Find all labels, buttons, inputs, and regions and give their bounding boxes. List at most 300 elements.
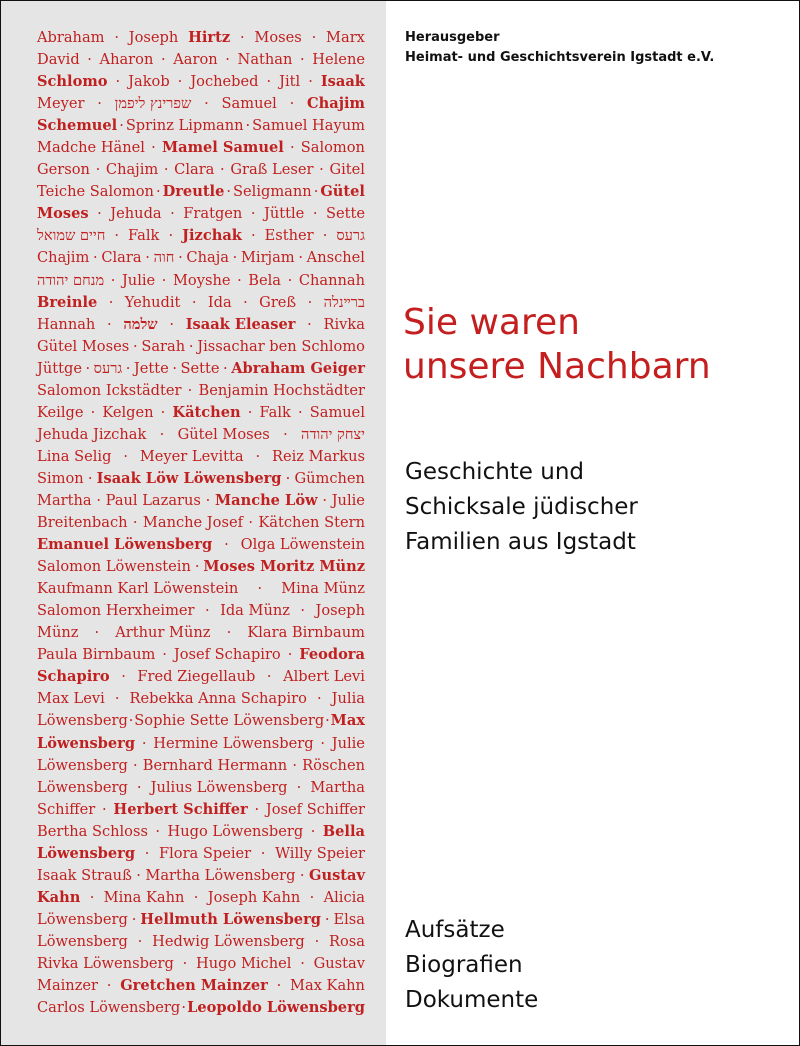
separator-dot: · bbox=[132, 756, 138, 774]
name-entry: Anschel bbox=[306, 249, 365, 267]
name-entry: Schapiro bbox=[37, 668, 110, 686]
separator-dot: · bbox=[169, 315, 174, 333]
separator-dot: · bbox=[307, 293, 313, 311]
name-entry: Sprinz Lipmann bbox=[125, 117, 244, 135]
name-entry: Ida bbox=[207, 293, 232, 311]
name-entry: Meyer Levitta bbox=[139, 447, 244, 465]
name-entry: Isaak Strauß bbox=[37, 866, 132, 884]
name-entry: Hugo Löwensberg bbox=[167, 822, 304, 840]
name-entry: Leopoldo Löwensberg bbox=[187, 999, 365, 1017]
separator-dot: · bbox=[243, 293, 248, 311]
name-entry: Herbert Schiffer bbox=[113, 800, 248, 818]
name-entry: Moses bbox=[254, 29, 302, 46]
separator-dot: · bbox=[289, 95, 295, 113]
separator-dot: · bbox=[225, 51, 230, 69]
contents-item: Aufsätze bbox=[405, 917, 505, 943]
name-entry: Löwensberg bbox=[37, 932, 128, 950]
names-line bbox=[37, 270, 365, 292]
name-entry: Salomon Ickstädter bbox=[37, 381, 182, 399]
name-entry: Bertha Schloss bbox=[37, 822, 148, 840]
name-entry: Gümchen bbox=[294, 469, 365, 487]
separator-dot: · bbox=[254, 800, 260, 818]
separator-dot: · bbox=[85, 359, 91, 377]
name-entry: גרעס bbox=[93, 359, 123, 377]
separator-dot: · bbox=[287, 271, 293, 289]
separator-dot: · bbox=[300, 51, 305, 69]
subtitle-line-3: Familien aus Igstadt bbox=[405, 529, 636, 555]
separator-dot: · bbox=[95, 161, 101, 179]
separator-dot: · bbox=[155, 183, 161, 201]
name-entry: Falk bbox=[259, 403, 291, 421]
names-line bbox=[37, 887, 365, 909]
name-entry: Gitel bbox=[329, 161, 365, 179]
separator-dot: · bbox=[204, 602, 210, 620]
separator-dot: · bbox=[177, 73, 183, 91]
names-line bbox=[37, 71, 365, 93]
separator-dot: · bbox=[107, 315, 112, 333]
name-entry: Hellmuth Löwensberg bbox=[140, 910, 321, 928]
name-entry: Sophie Sette Löwensberg bbox=[134, 712, 325, 730]
separator-dot: · bbox=[87, 469, 93, 487]
name-entry: Keilge bbox=[37, 403, 84, 421]
separator-dot: · bbox=[320, 734, 325, 752]
name-entry: Bernhard Hermann bbox=[142, 756, 288, 774]
name-entry: Löwensberg bbox=[37, 756, 128, 774]
name-entry: Salomon Herxheimer bbox=[37, 602, 195, 620]
separator-dot: · bbox=[89, 888, 95, 906]
separator-dot: · bbox=[314, 932, 320, 950]
names-line bbox=[37, 358, 365, 380]
name-entry: Isaak Eleaser bbox=[185, 315, 296, 333]
names-line bbox=[37, 424, 365, 446]
names-line bbox=[37, 909, 365, 931]
separator-dot: · bbox=[205, 491, 211, 509]
names-line bbox=[37, 666, 365, 688]
separator-dot: · bbox=[114, 29, 119, 46]
separator-dot: · bbox=[155, 822, 161, 840]
name-entry: Julia bbox=[331, 690, 365, 708]
names-line bbox=[37, 93, 365, 115]
contents-item: Biografien bbox=[405, 952, 523, 978]
name-entry: Julie bbox=[331, 734, 365, 752]
name-entry: Salomon Löwenstein bbox=[37, 558, 191, 576]
name-entry: Aharon bbox=[99, 51, 154, 69]
name-entry: Samuel bbox=[309, 403, 365, 421]
separator-dot: · bbox=[170, 205, 175, 223]
separator-dot: · bbox=[204, 95, 209, 113]
separator-dot: · bbox=[114, 690, 120, 708]
name-entry: חיים שמואל bbox=[37, 227, 106, 245]
separator-dot: · bbox=[220, 161, 225, 179]
names-line bbox=[37, 159, 365, 181]
name-entry: Seligmann bbox=[233, 183, 312, 201]
separator-dot: · bbox=[131, 910, 137, 928]
separator-dot: · bbox=[298, 403, 303, 421]
subtitle-line-2: Schicksale jüdischer bbox=[405, 494, 638, 520]
names-line bbox=[37, 314, 365, 336]
name-entry: Hedwig Löwensberg bbox=[152, 932, 305, 950]
name-entry: Hannah bbox=[37, 315, 96, 333]
names-panel bbox=[1, 1, 386, 1045]
names-line bbox=[37, 115, 365, 137]
name-entry: Chajim bbox=[37, 249, 90, 267]
separator-dot: · bbox=[324, 910, 330, 928]
name-entry: Manche Löw bbox=[214, 491, 318, 509]
separator-dot: · bbox=[308, 73, 313, 91]
name-entry: Arthur Münz bbox=[115, 624, 211, 642]
separator-dot: · bbox=[97, 205, 102, 223]
name-entry: Jochebed bbox=[190, 73, 259, 91]
separator-dot: · bbox=[289, 139, 295, 157]
title-line-2: unsere Nachbarn bbox=[403, 346, 711, 387]
name-entry: Gütel Moses bbox=[177, 425, 270, 443]
name-entry: Max Kahn bbox=[290, 977, 365, 995]
separator-dot: · bbox=[299, 866, 305, 884]
name-entry: Helene bbox=[312, 51, 365, 69]
name-entry: Falk bbox=[128, 227, 160, 245]
name-entry: Julius Löwensberg bbox=[150, 778, 288, 796]
separator-dot: · bbox=[163, 161, 169, 179]
separator-dot: · bbox=[114, 227, 120, 245]
name-entry: Lina Selig bbox=[37, 447, 112, 465]
name-entry: Kätchen Stern bbox=[258, 514, 365, 532]
name-entry: Hermine Löwensberg bbox=[153, 734, 314, 752]
name-entry: Simon bbox=[37, 469, 84, 487]
separator-dot: · bbox=[283, 425, 288, 443]
names-line bbox=[37, 27, 365, 49]
name-entry: Paula Birnbaum bbox=[37, 646, 156, 664]
name-entry: Chaja bbox=[186, 249, 229, 267]
name-entry: Löwensberg bbox=[37, 734, 136, 752]
separator-dot: · bbox=[181, 999, 186, 1017]
name-entry: Fratgen bbox=[183, 205, 243, 223]
separator-dot: · bbox=[232, 249, 238, 267]
name-entry: Mamel Samuel bbox=[161, 139, 284, 157]
separator-dot: · bbox=[247, 403, 253, 421]
name-entry: Fred Ziegellaub bbox=[137, 668, 256, 686]
separator-dot: · bbox=[313, 183, 319, 201]
name-entry: Yehudit bbox=[124, 293, 181, 311]
separator-dot: · bbox=[119, 117, 124, 135]
names-line bbox=[37, 446, 365, 468]
names-line bbox=[37, 821, 365, 843]
name-entry: שלמה bbox=[123, 315, 158, 333]
name-entry: Rivka bbox=[323, 315, 365, 333]
names-line bbox=[37, 777, 365, 799]
names-line bbox=[37, 203, 365, 225]
separator-dot: · bbox=[322, 227, 328, 245]
name-entry: Mina Kahn bbox=[103, 888, 185, 906]
name-entry: Madche Hänel bbox=[37, 139, 145, 157]
separator-dot: · bbox=[106, 977, 112, 995]
name-entry: Schemuel bbox=[37, 117, 118, 135]
separator-dot: · bbox=[316, 690, 322, 708]
separator-dot: · bbox=[187, 381, 193, 399]
name-entry: Abraham bbox=[37, 29, 105, 46]
name-entry: Jitl bbox=[279, 73, 301, 91]
separator-dot: · bbox=[102, 800, 107, 818]
name-entry: Esther bbox=[264, 227, 314, 245]
name-entry: Jissachar ben Schlomo bbox=[197, 337, 365, 355]
name-entry: מנחם יהודה bbox=[37, 271, 105, 289]
separator-dot: · bbox=[123, 447, 128, 465]
name-entry: Salomon bbox=[300, 139, 365, 157]
name-entry: Manche Josef bbox=[142, 514, 243, 532]
names-line bbox=[37, 578, 365, 600]
separator-dot: · bbox=[224, 536, 229, 554]
publisher-label: Herausgeber bbox=[405, 30, 500, 45]
names-line bbox=[37, 688, 365, 710]
names-line bbox=[37, 512, 365, 534]
separator-dot: · bbox=[255, 447, 261, 465]
names-line bbox=[37, 843, 365, 865]
name-entry: Carlos Löwensberg bbox=[37, 999, 181, 1017]
separator-dot: · bbox=[136, 778, 142, 796]
separator-dot: · bbox=[178, 249, 183, 267]
separator-dot: · bbox=[136, 866, 141, 884]
name-entry: Hugo Michel bbox=[196, 954, 292, 972]
book-subtitle bbox=[405, 455, 638, 560]
names-line bbox=[37, 380, 365, 402]
title-line-1: Sie waren bbox=[403, 302, 580, 343]
name-entry: Emanuel Löwensberg bbox=[37, 536, 213, 554]
separator-dot: · bbox=[96, 491, 101, 509]
name-entry: Bela bbox=[248, 271, 282, 289]
name-entry: ברײנלה bbox=[323, 293, 365, 311]
name-entry: Greß bbox=[259, 293, 297, 311]
separator-dot: · bbox=[292, 756, 297, 774]
name-entry: Josef Schiffer bbox=[265, 800, 365, 818]
names-line bbox=[37, 953, 365, 975]
separator-dot: · bbox=[145, 249, 150, 267]
separator-dot: · bbox=[182, 954, 188, 972]
publisher-block bbox=[405, 28, 714, 68]
names-line bbox=[37, 534, 365, 556]
names-line bbox=[37, 799, 365, 821]
separator-dot: · bbox=[309, 888, 315, 906]
name-entry: Flora Speier bbox=[158, 844, 252, 862]
name-entry: David bbox=[37, 51, 80, 69]
name-entry: Löwensberg bbox=[37, 844, 136, 862]
separator-dot: · bbox=[110, 271, 116, 289]
separator-dot: · bbox=[128, 712, 134, 730]
separator-dot: · bbox=[141, 734, 147, 752]
name-entry: Kätchen bbox=[172, 403, 241, 421]
separator-dot: · bbox=[319, 161, 324, 179]
separator-dot: · bbox=[266, 668, 272, 686]
separator-dot: · bbox=[159, 425, 165, 443]
separator-dot: · bbox=[93, 249, 98, 267]
separator-dot: · bbox=[168, 227, 174, 245]
name-entry: Jakob bbox=[128, 73, 170, 91]
names-line bbox=[37, 468, 365, 490]
name-entry: Gerson bbox=[37, 161, 90, 179]
separator-dot: · bbox=[144, 844, 150, 862]
name-entry: Löwensberg bbox=[37, 778, 128, 796]
separator-dot: · bbox=[307, 315, 312, 333]
separator-dot: · bbox=[245, 117, 251, 135]
name-entry: Julie bbox=[121, 271, 156, 289]
name-entry: Jüttge bbox=[37, 359, 82, 377]
names-line bbox=[37, 336, 365, 358]
name-entry: Kaufmann Karl Löwenstein bbox=[37, 580, 239, 598]
name-entry: Hirtz bbox=[188, 29, 231, 46]
name-entry: Alicia bbox=[323, 888, 365, 906]
name-entry: Sette bbox=[325, 205, 365, 223]
name-entry: Jüttle bbox=[264, 205, 305, 223]
name-entry: Meyer bbox=[37, 95, 85, 113]
separator-dot: · bbox=[160, 403, 166, 421]
name-entry: Mirjam bbox=[240, 249, 295, 267]
separator-dot: · bbox=[298, 249, 303, 267]
name-entry: Klara Birnbaum bbox=[247, 624, 365, 642]
name-entry: Joseph bbox=[128, 29, 179, 46]
separator-dot: · bbox=[87, 51, 92, 69]
name-entry: Schiffer bbox=[37, 800, 96, 818]
name-entry: Benjamin Hochstädter bbox=[198, 381, 365, 399]
name-entry: יצחק יהודה bbox=[301, 425, 365, 443]
separator-dot: · bbox=[248, 514, 253, 532]
name-entry: Samuel bbox=[221, 95, 277, 113]
name-entry: Gustav bbox=[309, 866, 365, 884]
contents-list bbox=[405, 913, 538, 1018]
name-entry: Abraham Geiger bbox=[231, 359, 365, 377]
separator-dot: · bbox=[300, 602, 306, 620]
name-entry: Max bbox=[330, 712, 365, 730]
name-entry: גרעס bbox=[336, 227, 365, 245]
separator-dot: · bbox=[90, 403, 96, 421]
name-entry: Reiz Markus bbox=[272, 447, 365, 465]
names-line bbox=[37, 755, 365, 777]
separator-dot: · bbox=[161, 271, 167, 289]
name-entry: Samuel Hayum bbox=[252, 117, 365, 135]
name-entry: Mina Münz bbox=[281, 580, 365, 598]
subtitle-line-1: Geschichte und bbox=[405, 459, 585, 485]
contents-item: Dokumente bbox=[405, 987, 539, 1013]
name-entry: Sette bbox=[180, 359, 220, 377]
names-list bbox=[37, 27, 365, 1019]
name-entry: Teiche Salomon bbox=[37, 183, 154, 201]
name-entry: Gütel bbox=[320, 183, 365, 201]
name-entry: Gretchen Mainzer bbox=[120, 977, 268, 995]
separator-dot: · bbox=[188, 337, 194, 355]
name-entry: Josef Schapiro bbox=[173, 646, 281, 664]
name-entry: Joseph bbox=[315, 602, 365, 620]
name-entry: Breitenbach bbox=[37, 514, 128, 532]
name-entry: Bella bbox=[322, 822, 365, 840]
name-entry: Graß Leser bbox=[230, 161, 314, 179]
name-entry: חוה bbox=[153, 249, 175, 267]
name-entry: Max Levi bbox=[37, 690, 105, 708]
name-entry: Gütel Moses bbox=[37, 337, 130, 355]
separator-dot: · bbox=[162, 646, 167, 664]
name-entry: Rivka Löwensberg bbox=[37, 954, 174, 972]
book-title bbox=[403, 301, 711, 389]
separator-dot: · bbox=[250, 227, 256, 245]
name-entry: Mainzer bbox=[37, 977, 99, 995]
name-entry: Jizchak bbox=[182, 227, 242, 245]
name-entry: Röschen bbox=[302, 756, 365, 774]
names-line bbox=[37, 622, 365, 644]
separator-dot: · bbox=[322, 491, 327, 509]
name-entry: Kahn bbox=[37, 888, 81, 906]
name-entry: Moses bbox=[37, 205, 89, 223]
name-entry: שפרינץ ליפמן bbox=[114, 95, 192, 113]
separator-dot: · bbox=[226, 183, 232, 201]
name-entry: Jehuda bbox=[110, 205, 162, 223]
name-entry: Dreutle bbox=[162, 183, 225, 201]
separator-dot: · bbox=[121, 668, 126, 686]
name-entry: Moses Moritz Münz bbox=[203, 558, 365, 576]
separator-dot: · bbox=[300, 954, 305, 972]
name-entry: Martha bbox=[310, 778, 365, 796]
names-line bbox=[37, 865, 365, 887]
name-entry: Aaron bbox=[173, 51, 218, 69]
names-line bbox=[37, 600, 365, 622]
name-entry: Elsa bbox=[333, 910, 365, 928]
separator-dot: · bbox=[239, 29, 245, 46]
names-line bbox=[37, 137, 365, 159]
name-entry: Löwensberg bbox=[37, 712, 128, 730]
names-line bbox=[37, 975, 365, 997]
separator-dot: · bbox=[115, 73, 121, 91]
separator-dot: · bbox=[108, 293, 114, 311]
name-entry: Jette bbox=[133, 359, 169, 377]
separator-dot: · bbox=[137, 932, 143, 950]
names-line bbox=[37, 181, 365, 203]
separator-dot: · bbox=[125, 359, 131, 377]
separator-dot: · bbox=[266, 73, 272, 91]
separator-dot: · bbox=[151, 139, 156, 157]
name-entry: Albert Levi bbox=[283, 668, 365, 686]
separator-dot: · bbox=[257, 580, 263, 598]
names-line bbox=[37, 931, 365, 953]
publisher-name: Heimat- und Geschichtsverein Igstadt e.V. bbox=[405, 50, 715, 65]
names-line bbox=[37, 556, 365, 578]
name-entry: Chajim bbox=[307, 95, 365, 113]
name-entry: Julie bbox=[331, 491, 365, 509]
names-line bbox=[37, 402, 365, 424]
name-entry: Kelgen bbox=[102, 403, 154, 421]
name-entry: Isaak bbox=[320, 73, 365, 91]
name-entry: Rebekka Anna Schapiro bbox=[129, 690, 307, 708]
separator-dot: · bbox=[296, 778, 302, 796]
name-entry: Marx bbox=[326, 29, 365, 46]
name-entry: Willy Speier bbox=[275, 844, 365, 862]
names-line bbox=[37, 997, 365, 1019]
separator-dot: · bbox=[260, 844, 266, 862]
name-entry: Moyshe bbox=[172, 271, 231, 289]
separator-dot: · bbox=[285, 469, 291, 487]
names-line bbox=[37, 49, 365, 71]
separator-dot: · bbox=[132, 514, 138, 532]
name-entry: Schlomo bbox=[37, 73, 108, 91]
name-entry: Breinle bbox=[37, 293, 98, 311]
name-entry: Martha bbox=[37, 491, 92, 509]
name-entry: Ida Münz bbox=[220, 602, 290, 620]
separator-dot: · bbox=[94, 624, 100, 642]
separator-dot: · bbox=[191, 293, 197, 311]
separator-dot: · bbox=[132, 337, 138, 355]
separator-dot: · bbox=[194, 558, 200, 576]
name-entry: Channah bbox=[298, 271, 365, 289]
name-entry: Clara bbox=[101, 249, 142, 267]
separator-dot: · bbox=[310, 822, 316, 840]
separator-dot: · bbox=[226, 624, 232, 642]
separator-dot: · bbox=[276, 977, 282, 995]
names-line bbox=[37, 644, 365, 666]
name-entry: Martha Löwensberg bbox=[145, 866, 296, 884]
